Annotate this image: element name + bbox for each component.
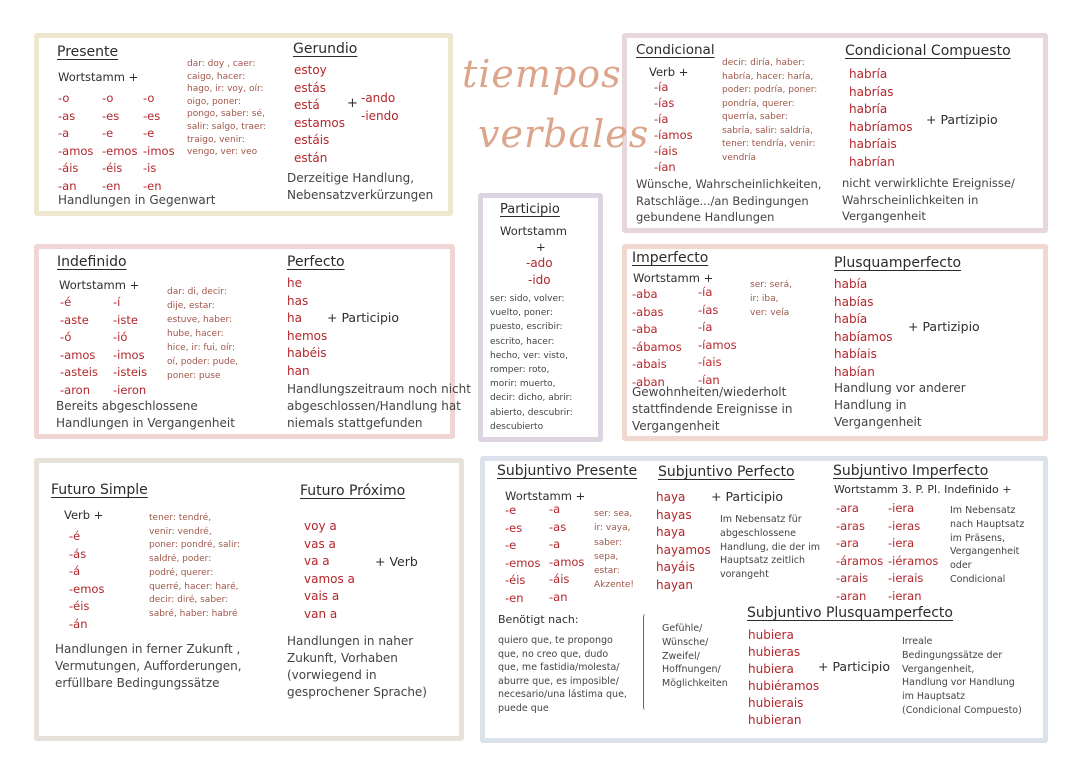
futuro-proximo-forms: voy a vas a va a vamos a vais a van a [304, 519, 355, 621]
benotigt-brace [643, 614, 648, 710]
presente-er-endings: -o -es -e -emos -éis -en [102, 91, 138, 193]
subjuntivo-imperfecto-desc: Im Nebensatz nach Hauptsatz im Präsens, Vergangenheit oder Condicional [950, 505, 1025, 585]
condicional-compuesto-title: Condicional Compuesto [845, 43, 1011, 59]
indefinido-stem: Wortstamm + [59, 278, 140, 292]
condicional-compuesto-plus: + Partizipio [926, 112, 998, 127]
subjuntivo-plusquamperfecto-title: Subjuntivo Plusquamperfecto [747, 605, 953, 621]
condicional-compuesto-desc: nicht verwirklichte Ereignisse/ Wahrscheinlichkeiten in Vergangenheit [842, 176, 1015, 223]
indefinido-ar-endings: -é -aste -ó -amos -asteis -aron [60, 295, 98, 397]
subjuntivo-presente-title: Subjuntivo Presente [497, 463, 638, 479]
plusquamperfecto-title: Plusquamperfecto [834, 255, 962, 271]
perfecto-forms: he has ha hemos habéis han [287, 276, 328, 378]
plusquamperfecto-plus: + Partizipio [908, 319, 980, 334]
subjuntivo-presente-stem: Wortstamm + [505, 489, 586, 503]
subjuntivo-perfecto-forms: haya hayas haya hayamos hayáis hayan [656, 490, 711, 592]
perfecto-title: Perfecto [287, 254, 345, 270]
indefinido-irregular: dar: di, decir: dije, estar: estuve, haber: hube, hacer: hice, ir: fui, oír: oí, poder: pude, poner: puse [167, 287, 239, 381]
futuro-simple-endings: -é -ás -á -emos -éis -án [69, 529, 105, 631]
indefinido-title: Indefinido [57, 254, 127, 270]
plusquamperfecto-desc: Handlung vor anderer Handlung in Vergangenheit [834, 381, 966, 429]
gerundio-title: Gerundio [293, 41, 358, 57]
gerundio-forms: estoy estás está estamos estáis están [294, 63, 345, 165]
perfecto-desc: Handlungszeitraum noch nicht abgeschlossen/Handlung hat niemals stattgefunden [287, 382, 471, 430]
subjuntivo-perfecto-title: Subjuntivo Perfecto [658, 464, 795, 480]
benotigt-phrases: quiero que, te propongo que, no creo que, dudo que, me fastidia/molesta/ aburre que, es imposible/ necesario/una lástima que, puede que [498, 635, 627, 714]
main-title-line1: tiempos [462, 52, 622, 96]
futuro-simple-stem: Verb + [64, 508, 104, 522]
presente-irregular: dar: doy , caer: caigo, hacer: hago, ir: voy, oír: oigo, poner: pongo, saber: sé, salir: salgo, traer: traigo, venir: vengo, ver: veo [187, 59, 267, 158]
presente-ar-endings: -o -as -a -amos -áis -an [58, 91, 94, 193]
condicional-title: Condicional [636, 42, 715, 58]
gerundio-endings: -ando -iendo [361, 91, 399, 123]
main-title-line2: verbales [478, 112, 650, 156]
subjuntivo-imperfecto-ar-endings: -ara -aras -ara -áramos -arais -aran [836, 501, 884, 603]
participio-plus: + [536, 240, 546, 254]
futuro-proximo-desc: Handlungen in naher Zukunft, Vorhaben (vorwiegend in gesprochener Sprache) [287, 634, 427, 699]
subjuntivo-perfecto-desc: Im Nebensatz für abgeschlossene Handlung, die der im Hauptsatz zeitlich vorangeht [720, 514, 820, 581]
condicional-compuesto-forms: habría habrías habría habríamos habríais habrían [849, 67, 913, 169]
futuro-proximo-title: Futuro Próximo [300, 483, 406, 499]
futuro-proximo-plus: + Verb [375, 554, 418, 569]
participio-irregular: ser: sido, volver: vuelto, poner: puesto, escribir: escrito, hacer: hecho, ver: visto, romper: roto, morir: muerto, decir: dicho, abrir: abierto, descubrir: descubierto [490, 294, 573, 432]
gerundio-desc: Derzeitige Handlung, Nebensatzverkürzungen [287, 171, 434, 202]
presente-stem: Wortstamm + [58, 70, 139, 84]
indefinido-desc: Bereits abgeschlossene Handlungen in Vergangenheit [56, 399, 235, 430]
condicional-stem: Verb + [649, 65, 689, 79]
benotigt-categories: Gefühle/ Wünsche/ Zweifel/ Hoffnungen/ Möglichkeiten [662, 623, 728, 690]
condicional-desc: Wünsche, Wahrscheinlichkeiten, Ratschläge.../an Bedingungen gebundene Handlungen [636, 177, 822, 224]
futuro-simple-title: Futuro Simple [51, 482, 148, 498]
perfecto-plus: + Participio [327, 310, 399, 325]
subjuntivo-presente-ar-endings: -e -es -e -emos -éis -en [505, 503, 541, 605]
condicional-endings: -ía -ías -ía -íamos -íais -ían [654, 80, 693, 174]
subjuntivo-presente-irregular: ser: sea, ir: vaya, saber: sepa, estar: Akzente! [594, 509, 635, 591]
futuro-simple-desc: Handlungen in ferner Zukunft , Vermutungen, Aufforderungen, erfüllbare Bedingungssätze [55, 642, 242, 690]
gerundio-plus: + [347, 96, 358, 111]
subjuntivo-imperfecto-stem: Wortstamm 3. P. Pl. Indefinido + [834, 483, 1012, 496]
subjuntivo-imperfecto-title: Subjuntivo Imperfecto [833, 463, 989, 479]
subjuntivo-presente-er-endings: -a -as -a -amos -áis -an [549, 502, 585, 604]
condicional-irregular: decir: diría, haber: habría, hacer: haría, poder: podría, poner: pondría, querer: querría, saber: sabría, salir: saldría, tener: tendría, venir: vendría [722, 58, 818, 163]
subjuntivo-imperfecto-er-endings: -iera -ieras -iera -iéramos -ierais -ieran [888, 501, 939, 603]
futuro-simple-irregular: tener: tendré, venir: vendré, poner: pondré, salir: saldré, poder: podré, querer: querré, hacer: haré, decir: diré, saber: sabré, haber: habré [149, 513, 241, 619]
presente-desc: Handlungen in Gegenwart [58, 193, 216, 207]
participio-title: Participio [500, 202, 560, 217]
imperfecto-stem: Wortstamm + [633, 271, 714, 285]
benotigt-title: Benötigt nach: [498, 613, 579, 626]
imperfecto-er-endings: -ía -ías -ía -íamos -íais -ían [698, 285, 737, 387]
participio-endings: -ado -ido [526, 256, 553, 287]
imperfecto-title: Imperfecto [632, 250, 709, 266]
imperfecto-ar-endings: -aba -abas -aba -ábamos -abais -aban [632, 287, 682, 389]
subjuntivo-perfecto-plus: + Participio [711, 489, 783, 504]
subjuntivo-plusquamperfecto-forms: hubiera hubieras hubiera hubiéramos hubierais hubieran [748, 628, 820, 727]
participio-stem: Wortstamm [500, 224, 567, 238]
presente-ir-endings: -o -es -e -imos -is -en [143, 91, 175, 193]
imperfecto-desc: Gewohnheiten/wiederholt stattfindende Ereignisse in Vergangenheit [632, 385, 793, 433]
imperfecto-irregular: ser: será, ir: iba, ver: veía [750, 280, 792, 318]
indefinido-er-endings: -í -iste -ió -imos -isteis -ieron [113, 295, 148, 397]
subjuntivo-plusquamperfecto-plus: + Participio [818, 659, 890, 674]
plusquamperfecto-forms: había habías había habíamos habíais habían [834, 277, 893, 379]
subjuntivo-plusquamperfecto-desc: Irreale Bedingungssätze der Vergangenheit, Handlung vor Handlung im Hauptsatz (Condicional Compuesto) [902, 636, 1022, 716]
presente-title: Presente [57, 44, 119, 60]
